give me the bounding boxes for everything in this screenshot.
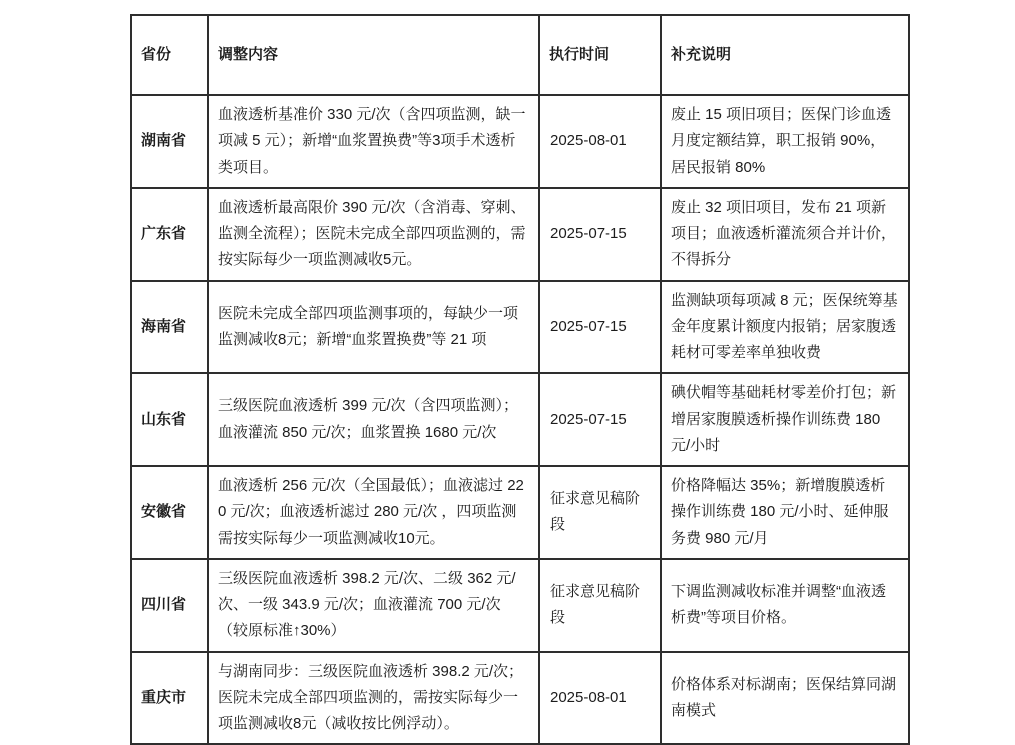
cell-supplementary-note: 废止 15 项旧项目；医保门诊血透月度定额结算，职工报销 90%，居民报销 80% [661,95,909,188]
cell-adjustment-content: 血液透析 256 元/次（全国最低）；血液滤过 220 元/次；血液透析滤过 280 元/次 ，四项监测需按实际每少一项监测减收10元。 [208,466,539,559]
table-row [131,188,909,281]
cell-province: 安徽省 [131,466,208,559]
table-row [131,652,909,745]
cell-supplementary-note: 废止 32 项旧项目，发布 21 项新项目；血液透析灌流须合并计价，不得拆分 [661,188,909,281]
cell-adjustment-content: 血液透析基准价 330 元/次（含四项监测，缺一项减 5 元）；新增“血浆置换费”等3项手术透析类项目。 [208,95,539,188]
cell-execution-time: 2025-08-01 [539,652,661,745]
dialysis-price-table [130,14,910,745]
cell-adjustment-content: 三级医院血液透析 398.2 元/次、二级 362 元/次、一级 343.9 元/次；血液灌流 700 元/次（较原标准↑30%） [208,559,539,652]
cell-province: 重庆市 [131,652,208,745]
cell-adjustment-content: 与湖南同步：三级医院血液透析 398.2 元/次；医院未完成全部四项监测的，需按实际每少一项监测减收8元（减收按比例浮动）。 [208,652,539,745]
column-header-province: 省份 [131,15,208,95]
cell-supplementary-note: 下调监测减收标准并调整“血液透析费”等项目价格。 [661,559,909,652]
cell-execution-time: 征求意见稿阶段 [539,466,661,559]
cell-province: 四川省 [131,559,208,652]
cell-adjustment-content: 血液透析最高限价 390 元/次（含消毒、穿刺、监测全流程）；医院未完成全部四项监测的，需按实际每少一项监测减收5元。 [208,188,539,281]
column-header-note: 补充说明 [661,15,909,95]
cell-supplementary-note: 监测缺项每项减 8 元；医保统筹基金年度累计额度内报销；居家腹透耗材可零差率单独收费 [661,281,909,374]
table-row [131,281,909,374]
cell-execution-time: 2025-07-15 [539,188,661,281]
table-row [131,466,909,559]
cell-province: 海南省 [131,281,208,374]
table-row [131,559,909,652]
cell-execution-time: 2025-07-15 [539,373,661,466]
cell-province: 湖南省 [131,95,208,188]
column-header-content: 调整内容 [208,15,539,95]
cell-supplementary-note: 价格体系对标湖南；医保结算同湖南模式 [661,652,909,745]
cell-adjustment-content: 医院未完成全部四项监测事项的，每缺少一项监测减收8元；新增“血浆置换费”等 21 项 [208,281,539,374]
cell-supplementary-note: 碘伏帽等基础耗材零差价打包；新增居家腹膜透析操作训练费 180 元/小时 [661,373,909,466]
table-row [131,373,909,466]
cell-execution-time: 征求意见稿阶段 [539,559,661,652]
column-header-time: 执行时间 [539,15,661,95]
cell-execution-time: 2025-08-01 [539,95,661,188]
cell-province: 山东省 [131,373,208,466]
cell-execution-time: 2025-07-15 [539,281,661,374]
table-row [131,95,909,188]
cell-province: 广东省 [131,188,208,281]
table-header-row [131,15,909,95]
cell-supplementary-note: 价格降幅达 35%；新增腹膜透析操作训练费 180 元/小时、延伸服务费 980 元/月 [661,466,909,559]
cell-adjustment-content: 三级医院血液透析 399 元/次（含四项监测）；血液灌流 850 元/次；血浆置换 1680 元/次 [208,373,539,466]
